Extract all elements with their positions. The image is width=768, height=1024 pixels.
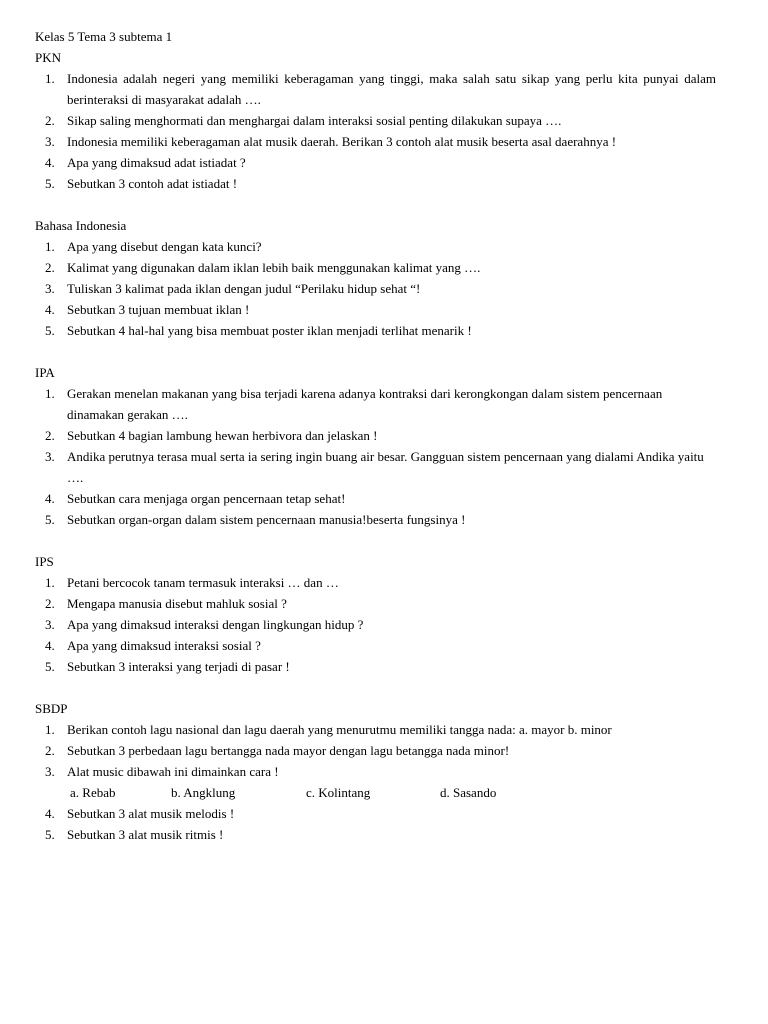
section-bahasa-indonesia <box>35 215 716 341</box>
question-text: Apa yang disebut dengan kata kunci? <box>67 239 262 254</box>
section-title: Bahasa Indonesia <box>35 218 127 233</box>
question-item <box>35 572 716 593</box>
question-text: Mengapa manusia disebut mahluk sosial ? <box>67 596 287 611</box>
question-number: 1. <box>45 575 55 590</box>
question-item <box>35 656 716 677</box>
question-item <box>35 173 716 194</box>
section-pkn <box>35 47 716 194</box>
question-list <box>35 719 716 782</box>
question-item <box>35 299 716 320</box>
question-text: Sebutkan cara menjaga organ pencernaan tetap sehat! <box>67 491 346 506</box>
question-text: Sebutkan 3 interaksi yang terjadi di pasar ! <box>67 659 290 674</box>
question-number: 4. <box>45 155 55 170</box>
question-text: Indonesia adalah negeri yang memiliki keberagaman yang tinggi, maka salah satu sikap yang perlu kita punyai dalam berinteraksi di masyarakat adalah …. <box>67 71 716 107</box>
question-text: Sebutkan 3 alat musik melodis ! <box>67 806 235 821</box>
question-text: Petani bercocok tanam termasuk interaksi … dan … <box>67 575 339 590</box>
option-a: a. Rebab <box>70 785 116 800</box>
question-number: 5. <box>45 827 55 842</box>
question-text: Andika perutnya terasa mual serta ia sering ingin buang air besar. Gangguan sistem pencernaan yang dialami Andika yaitu …. <box>67 449 704 485</box>
section-ips <box>35 551 716 677</box>
question-text: Sebutkan 3 contoh adat istiadat ! <box>67 176 238 191</box>
section-sbdp <box>35 698 716 845</box>
question-number: 5. <box>45 659 55 674</box>
question-number: 2. <box>45 113 55 128</box>
question-text: Apa yang dimaksud adat istiadat ? <box>67 155 246 170</box>
question-number: 4. <box>45 806 55 821</box>
question-text: Sebutkan 4 hal-hal yang bisa membuat poster iklan menjadi terlihat menarik ! <box>67 323 472 338</box>
question-text: Apa yang dimaksud interaksi sosial ? <box>67 638 261 653</box>
section-title: IPS <box>35 554 54 569</box>
question-item <box>35 803 716 824</box>
question-item <box>35 236 716 257</box>
question-list <box>35 803 716 845</box>
question-number: 2. <box>45 743 55 758</box>
question-number: 5. <box>45 512 55 527</box>
question-item <box>35 824 716 845</box>
document-title: Kelas 5 Tema 3 subtema 1 <box>35 29 173 44</box>
question-item <box>35 152 716 173</box>
question-item <box>35 488 716 509</box>
answer-options <box>35 782 716 803</box>
question-item <box>35 761 716 782</box>
question-text: Sebutkan 3 tujuan membuat iklan ! <box>67 302 250 317</box>
question-number: 3. <box>45 281 55 296</box>
question-number: 4. <box>45 638 55 653</box>
question-number: 4. <box>45 491 55 506</box>
question-item <box>35 719 716 740</box>
question-item <box>35 320 716 341</box>
question-number: 1. <box>45 239 55 254</box>
question-item <box>35 593 716 614</box>
question-text: Kalimat yang digunakan dalam iklan lebih baik menggunakan kalimat yang …. <box>67 260 481 275</box>
question-number: 2. <box>45 596 55 611</box>
section-title: IPA <box>35 365 55 380</box>
question-number: 1. <box>45 71 55 86</box>
question-number: 3. <box>45 764 55 779</box>
question-item <box>35 446 716 488</box>
section-title: PKN <box>35 50 62 65</box>
question-item <box>35 257 716 278</box>
question-list <box>35 68 716 194</box>
question-number: 3. <box>45 449 55 464</box>
question-text: Gerakan menelan makanan yang bisa terjadi karena adanya kontraksi dari kerongkongan dalam sistem pencernaan dinamakan gerakan …. <box>67 386 663 422</box>
question-text: Sikap saling menghormati dan menghargai dalam interaksi sosial penting dilakukan supaya …. <box>67 113 562 128</box>
question-text: Apa yang dimaksud interaksi dengan lingkungan hidup ? <box>67 617 364 632</box>
question-number: 3. <box>45 617 55 632</box>
question-number: 5. <box>45 323 55 338</box>
question-list <box>35 236 716 341</box>
question-item <box>35 68 716 110</box>
question-number: 5. <box>45 176 55 191</box>
question-item <box>35 614 716 635</box>
question-text: Sebutkan 4 bagian lambung hewan herbivora dan jelaskan ! <box>67 428 378 443</box>
question-number: 1. <box>45 722 55 737</box>
question-item <box>35 278 716 299</box>
question-number: 1. <box>45 386 55 401</box>
option-c: c. Kolintang <box>306 785 371 800</box>
question-text: Berikan contoh lagu nasional dan lagu daerah yang menurutmu memiliki tangga nada: a. mayor b. minor <box>67 722 612 737</box>
question-text: Alat music dibawah ini dimainkan cara ! <box>67 764 279 779</box>
question-text: Sebutkan 3 alat musik ritmis ! <box>67 827 224 842</box>
question-item <box>35 425 716 446</box>
question-text: Tuliskan 3 kalimat pada iklan dengan judul “Perilaku hidup sehat “! <box>67 281 421 296</box>
question-list <box>35 572 716 677</box>
question-text: Sebutkan 3 perbedaan lagu bertangga nada mayor dengan lagu betangga nada minor! <box>67 743 510 758</box>
question-number: 2. <box>45 428 55 443</box>
question-number: 4. <box>45 302 55 317</box>
question-item <box>35 131 716 152</box>
question-item <box>35 740 716 761</box>
question-item <box>35 509 716 530</box>
question-item <box>35 635 716 656</box>
question-number: 2. <box>45 260 55 275</box>
section-ipa <box>35 362 716 530</box>
question-list <box>35 383 716 530</box>
question-number: 3. <box>45 134 55 149</box>
option-d: d. Sasando <box>440 785 497 800</box>
option-b: b. Angklung <box>171 785 236 800</box>
question-item <box>35 383 716 425</box>
question-item <box>35 110 716 131</box>
question-text: Sebutkan organ-organ dalam sistem pencernaan manusia!beserta fungsinya ! <box>67 512 466 527</box>
question-text: Indonesia memiliki keberagaman alat musik daerah. Berikan 3 contoh alat musik beserta asal daerahnya ! <box>67 134 617 149</box>
section-title: SBDP <box>35 701 68 716</box>
